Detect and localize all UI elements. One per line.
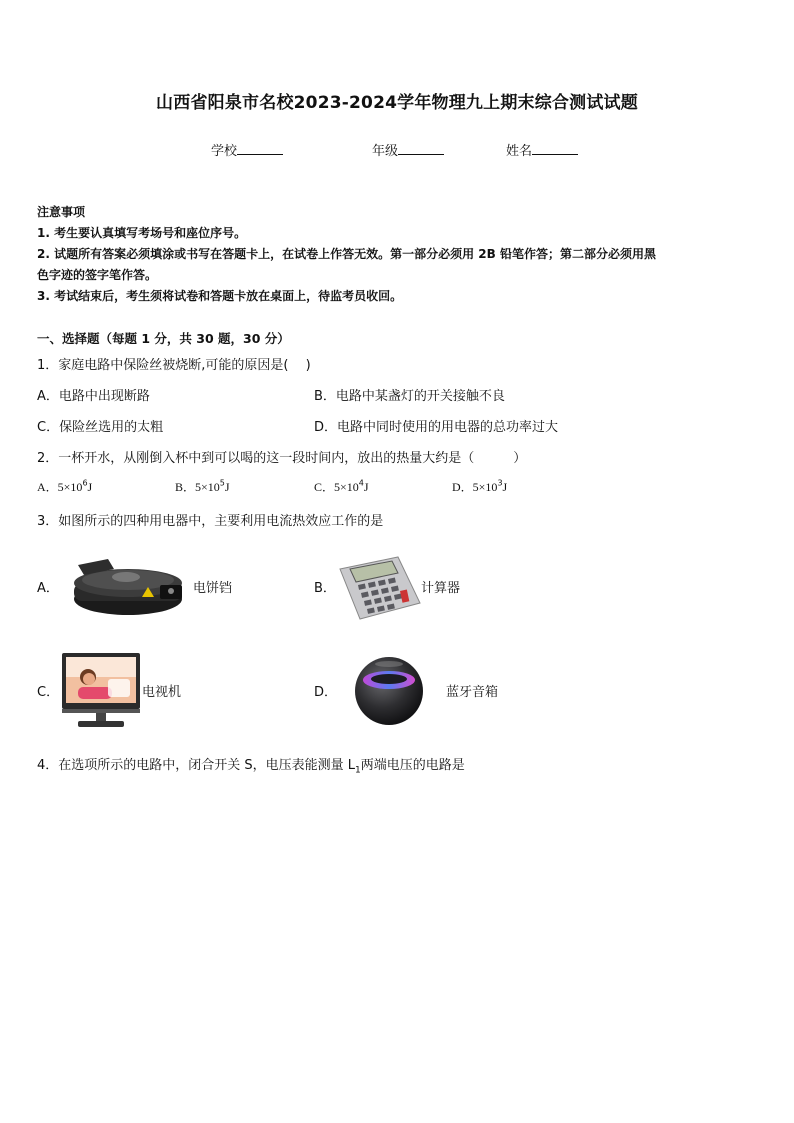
q3-option-b-label: 计算器 <box>421 581 461 596</box>
bluetooth-speaker-image <box>352 654 426 726</box>
q2-option-c <box>314 478 369 495</box>
q4-stem <box>37 754 465 776</box>
name-label: 姓名 <box>506 144 533 159</box>
q2-stem: 2．一杯开水，从刚倒入杯中到可以喝的这一段时间内，放出的热量大约是（ ） <box>37 451 527 466</box>
grade-field <box>372 140 444 159</box>
q1-option-c: C．保险丝选用的太粗 <box>37 420 164 435</box>
q2-c-unit: J <box>363 480 369 494</box>
q2-a-base: A．5×10 <box>37 480 83 494</box>
notice-item-3: 3. 考试结束后，考生须将试卷和答题卡放在桌面上，待监考员收回。 <box>37 289 403 303</box>
q3-option-a-letter: A． <box>37 581 59 596</box>
q1-option-a: A．电路中出现断路 <box>37 389 150 404</box>
q2-a-unit: J <box>87 480 93 494</box>
q4-stem-post: 两端电压的电路是 <box>360 758 465 773</box>
q4-stem-subscript: 1 <box>355 765 361 776</box>
electric-griddle-image <box>68 553 186 619</box>
calculator-image <box>336 555 422 621</box>
q2-c-base: C．5×10 <box>314 480 359 494</box>
notice-item-2-line-2: 色字迹的签字笔作答。 <box>37 268 158 282</box>
television-image <box>60 651 142 731</box>
notice-item-2-line-1: 2. 试题所有答案必须填涂或书写在答题卡上，在试卷上作答无效。第一部分必须用 2B 铅笔作答；第二部分必须用黑 <box>37 247 656 261</box>
q1-option-b: B．电路中某盏灯的开关接触不良 <box>314 389 505 404</box>
q3-stem: 3．如图所示的四种用电器中，主要利用电流热效应工作的是 <box>37 514 384 529</box>
q2-c-exp: 4 <box>358 478 364 488</box>
q1-option-d: D．电路中同时使用的用电器的总功率过大 <box>314 420 559 435</box>
q4-stem-pre: 4．在选项所示的电路中，闭合开关 S，电压表能测量 L <box>37 758 356 773</box>
q3-option-b-letter: B． <box>314 581 336 596</box>
school-blank <box>237 142 283 155</box>
grade-label: 年级 <box>372 144 399 159</box>
grade-blank <box>398 142 444 155</box>
name-field <box>506 140 578 159</box>
q3-option-a-label: 电饼铛 <box>193 581 233 596</box>
q2-b-exp: 5 <box>219 478 225 488</box>
q2-a-exp: 6 <box>82 478 88 488</box>
q1-stem: 1．家庭电路中保险丝被烧断,可能的原因是( ) <box>37 358 311 373</box>
q2-b-unit: J <box>224 480 230 494</box>
q3-option-d-letter: D． <box>314 685 338 700</box>
q2-option-b <box>175 478 230 495</box>
page-title: 山西省阳泉市名校2023-2024学年物理九上期末综合测试试题 <box>156 93 638 113</box>
school-label: 学校 <box>211 144 238 159</box>
q3-option-d-label: 蓝牙音箱 <box>446 685 499 700</box>
q2-option-a <box>37 478 92 495</box>
school-field <box>211 140 283 159</box>
notice-heading: 注意事项 <box>37 205 86 219</box>
q2-d-exp: 3 <box>497 478 503 488</box>
q2-d-unit: J <box>502 480 508 494</box>
name-blank <box>532 142 578 155</box>
q2-b-base: B．5×10 <box>175 480 220 494</box>
section-heading: 一、选择题（每题 1 分，共 30 题，30 分） <box>37 331 290 346</box>
q3-option-c-label: 电视机 <box>142 685 182 700</box>
q2-option-d <box>452 478 507 495</box>
notice-item-1: 1. 考生要认真填写考场号和座位序号。 <box>37 226 247 240</box>
q3-option-c-letter: C． <box>37 685 60 700</box>
q2-d-base: D．5×10 <box>452 480 498 494</box>
